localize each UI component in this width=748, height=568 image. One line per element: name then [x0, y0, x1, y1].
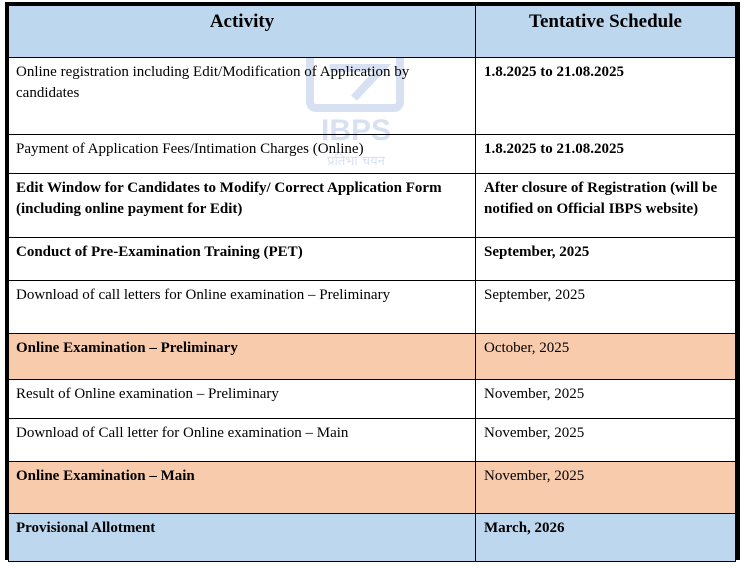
schedule-cell: November, 2025	[476, 380, 736, 419]
table-row	[9, 58, 736, 135]
column-header-activity: Activity	[9, 6, 476, 58]
schedule-cell: November, 2025	[476, 419, 736, 462]
watermark-subtext: प्रतिभा चयन	[327, 154, 385, 169]
schedule-cell: November, 2025	[476, 462, 736, 514]
schedule-cell: October, 2025	[476, 334, 736, 380]
activity-cell: Payment of Application Fees/Intimation Charges (Online)	[9, 135, 476, 174]
table-row-highlighted	[9, 514, 736, 562]
watermark-text: IBPS	[320, 114, 392, 147]
schedule-cell: 1.8.2025 to 21.08.2025	[476, 58, 736, 135]
activity-cell: Online Examination – Preliminary	[9, 334, 476, 380]
schedule-cell: 1.8.2025 to 21.08.2025	[476, 135, 736, 174]
activity-cell: Result of Online examination – Preliminary	[9, 380, 476, 419]
table-row-highlighted	[9, 334, 736, 380]
table-row-highlighted	[9, 462, 736, 514]
schedule-cell: After closure of Registration (will be notified on Official IBPS website)	[476, 174, 736, 238]
activity-cell: Online Examination – Main	[9, 462, 476, 514]
activity-cell: Provisional Allotment	[9, 514, 476, 562]
activity-cell: Online registration including Edit/Modification of Application by candidates	[9, 58, 476, 135]
schedule-cell: September, 2025	[476, 281, 736, 334]
activity-cell: Conduct of Pre-Examination Training (PET)	[9, 238, 476, 281]
activity-cell: Download of Call letter for Online examination – Main	[9, 419, 476, 462]
schedule-cell: September, 2025	[476, 238, 736, 281]
schedule-table	[8, 5, 736, 562]
column-header-schedule: Tentative Schedule	[476, 6, 736, 58]
table-row	[9, 135, 736, 174]
activity-cell: Edit Window for Candidates to Modify/ Correct Application Form (including online payment for Edit)	[9, 174, 476, 238]
table-row	[9, 174, 736, 238]
table-row	[9, 380, 736, 419]
activity-cell: Download of call letters for Online examination – Preliminary	[9, 281, 476, 334]
table-row	[9, 281, 736, 334]
table-header-row	[9, 6, 736, 58]
schedule-cell: March, 2026	[476, 514, 736, 562]
table-row	[9, 238, 736, 281]
table-row	[9, 419, 736, 462]
